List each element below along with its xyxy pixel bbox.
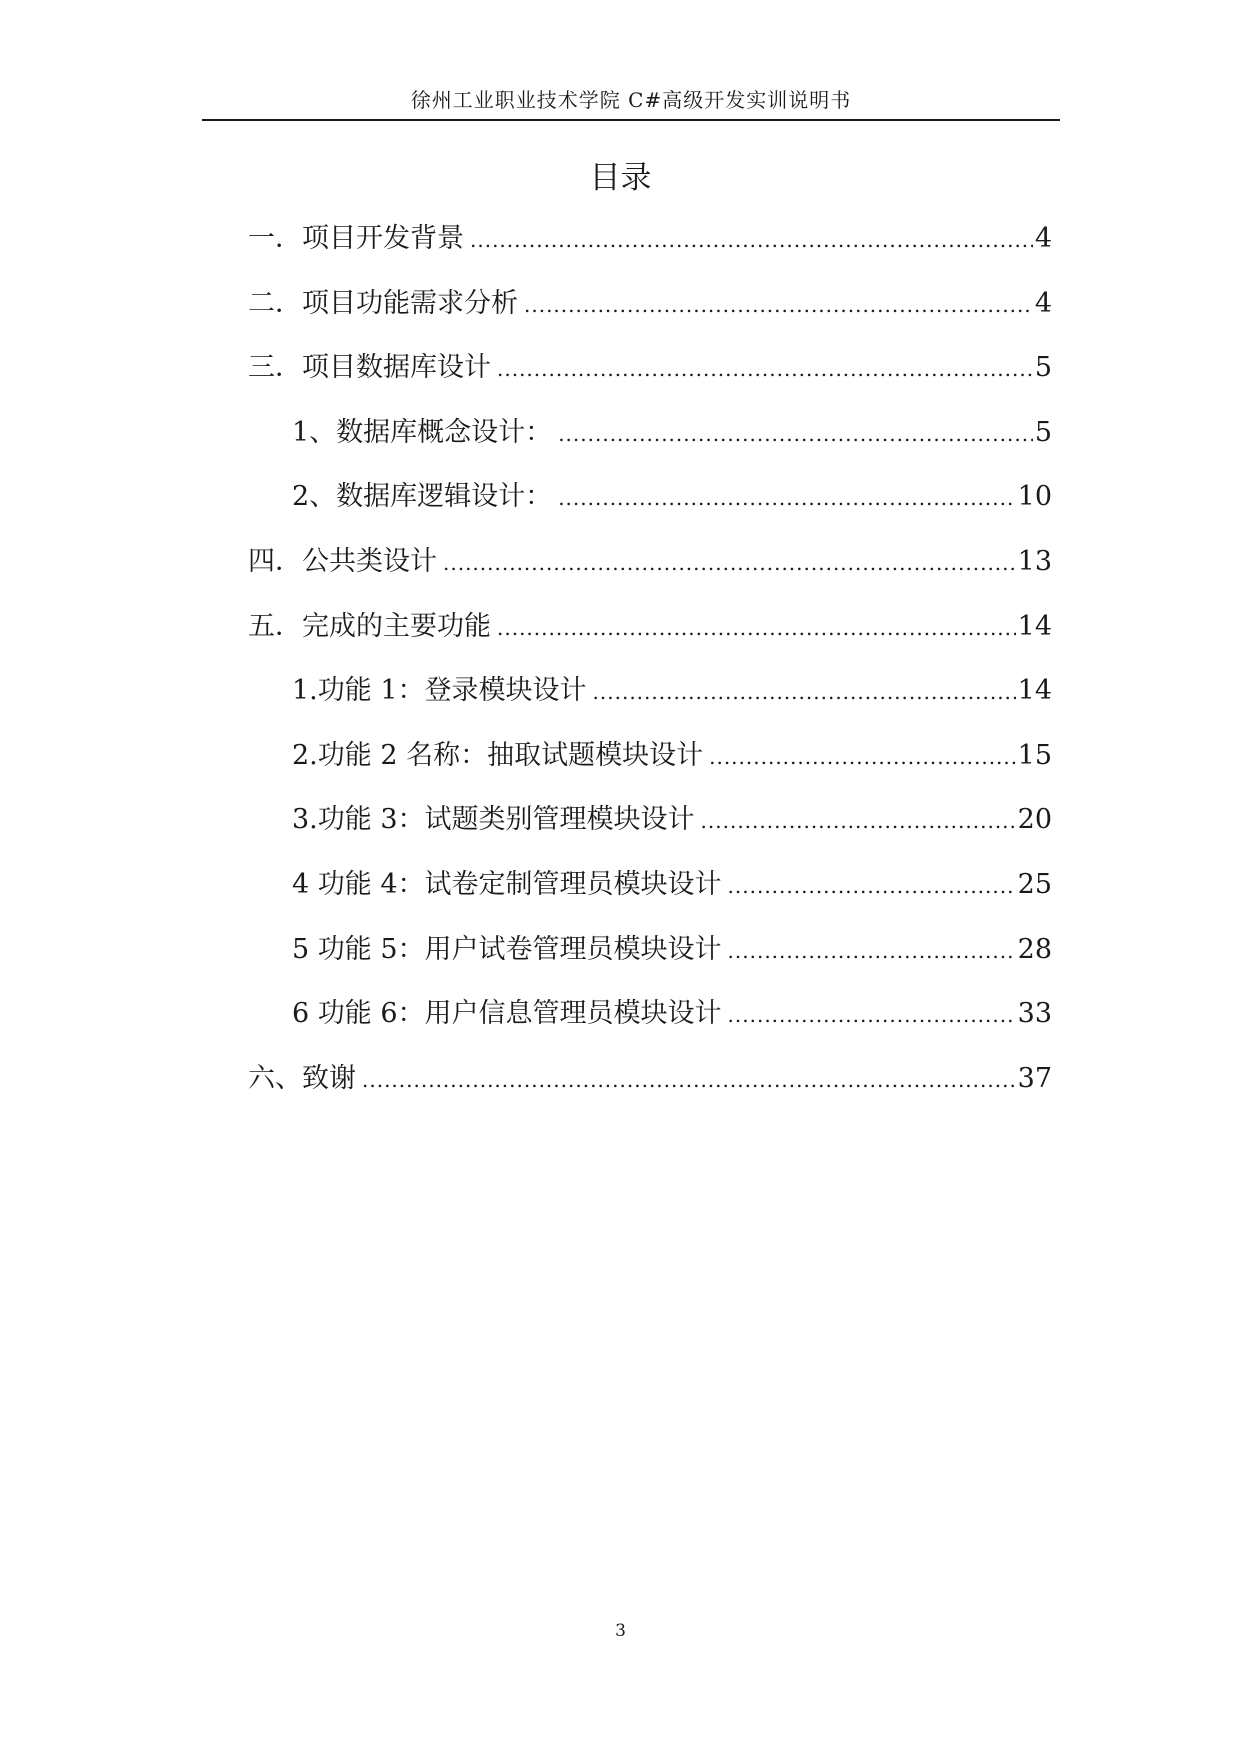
toc-entry-page: 37 — [1017, 1062, 1052, 1094]
toc-entry[interactable] — [248, 933, 1052, 998]
toc-entry-page: 4 — [1034, 223, 1052, 254]
dot-leader — [728, 998, 1016, 1032]
toc-entry-page: 14 — [1017, 675, 1052, 707]
dot-leader — [524, 288, 1033, 322]
toc-entry-page: 5 — [1034, 352, 1052, 384]
dot-leader — [443, 546, 1016, 580]
toc-entry-page: 28 — [1017, 933, 1052, 965]
toc-entry[interactable] — [248, 997, 1052, 1062]
dot-leader — [728, 869, 1016, 903]
toc-entry[interactable] — [248, 545, 1052, 610]
dot-leader — [497, 352, 1033, 386]
toc-entry-page: 13 — [1017, 545, 1052, 577]
toc-entry[interactable] — [248, 351, 1052, 416]
toc-entry-label: 4 功能 4：试卷定制管理员模块设计 — [292, 868, 722, 900]
toc-title: 目录 — [589, 160, 652, 196]
toc-entry[interactable] — [248, 222, 1052, 287]
toc-entry-label: 3.功能 3：试题类别管理模块设计 — [292, 804, 695, 836]
dot-leader — [558, 481, 1015, 515]
dot-leader — [709, 740, 1016, 774]
toc-entry-label: 三．项目数据库设计 — [248, 352, 491, 384]
dot-leader — [362, 1063, 1016, 1097]
toc-entry-label: 五．完成的主要功能 — [248, 610, 491, 642]
toc-entry-page: 10 — [1017, 481, 1052, 513]
toc-entry-label: 6 功能 6：用户信息管理员模块设计 — [292, 998, 722, 1030]
toc-entry-label: 四．公共类设计 — [248, 545, 437, 577]
toc-entry[interactable] — [248, 868, 1052, 933]
toc-entry-page: 5 — [1034, 416, 1052, 448]
toc-entry[interactable] — [248, 803, 1052, 868]
toc-entry-label: 2、数据库逻辑设计： — [292, 481, 553, 513]
dot-leader — [497, 611, 1016, 645]
table-of-contents — [248, 222, 1052, 1126]
toc-entry-page: 20 — [1017, 804, 1052, 836]
toc-entry-label: 六、致谢 — [248, 1062, 356, 1094]
toc-entry[interactable] — [248, 674, 1052, 739]
toc-entry-label: 5 功能 5：用户试卷管理员模块设计 — [292, 933, 722, 965]
dot-leader — [701, 804, 1016, 838]
page-header: 徐州工业职业技术学院 C#高级开发实训说明书 — [410, 88, 852, 112]
page-number: 3 — [615, 1621, 626, 1641]
toc-entry-label: 二．项目功能需求分析 — [248, 287, 518, 319]
dot-leader — [728, 934, 1016, 968]
toc-entry-page: 15 — [1017, 739, 1052, 771]
toc-entry-page: 33 — [1017, 998, 1052, 1030]
toc-entry-label: 一．项目开发背景 — [248, 223, 464, 254]
toc-entry[interactable] — [248, 1062, 1052, 1127]
dot-leader — [470, 223, 1033, 257]
toc-entry-label: 1、数据库概念设计： — [292, 416, 553, 448]
dot-leader — [593, 675, 1016, 709]
toc-entry-page: 4 — [1034, 287, 1052, 319]
toc-entry-label: 2.功能 2 名称：抽取试题模块设计 — [292, 739, 704, 771]
toc-entry[interactable] — [248, 480, 1052, 545]
dot-leader — [558, 417, 1033, 451]
toc-entry[interactable] — [248, 287, 1052, 352]
toc-entry[interactable] — [248, 739, 1052, 804]
toc-entry-page: 14 — [1017, 610, 1052, 642]
header-rule — [202, 119, 1060, 121]
toc-entry-page: 25 — [1017, 868, 1052, 900]
toc-entry-label: 1.功能 1：登录模块设计 — [292, 675, 587, 707]
toc-entry[interactable] — [248, 610, 1052, 675]
toc-entry[interactable] — [248, 416, 1052, 481]
